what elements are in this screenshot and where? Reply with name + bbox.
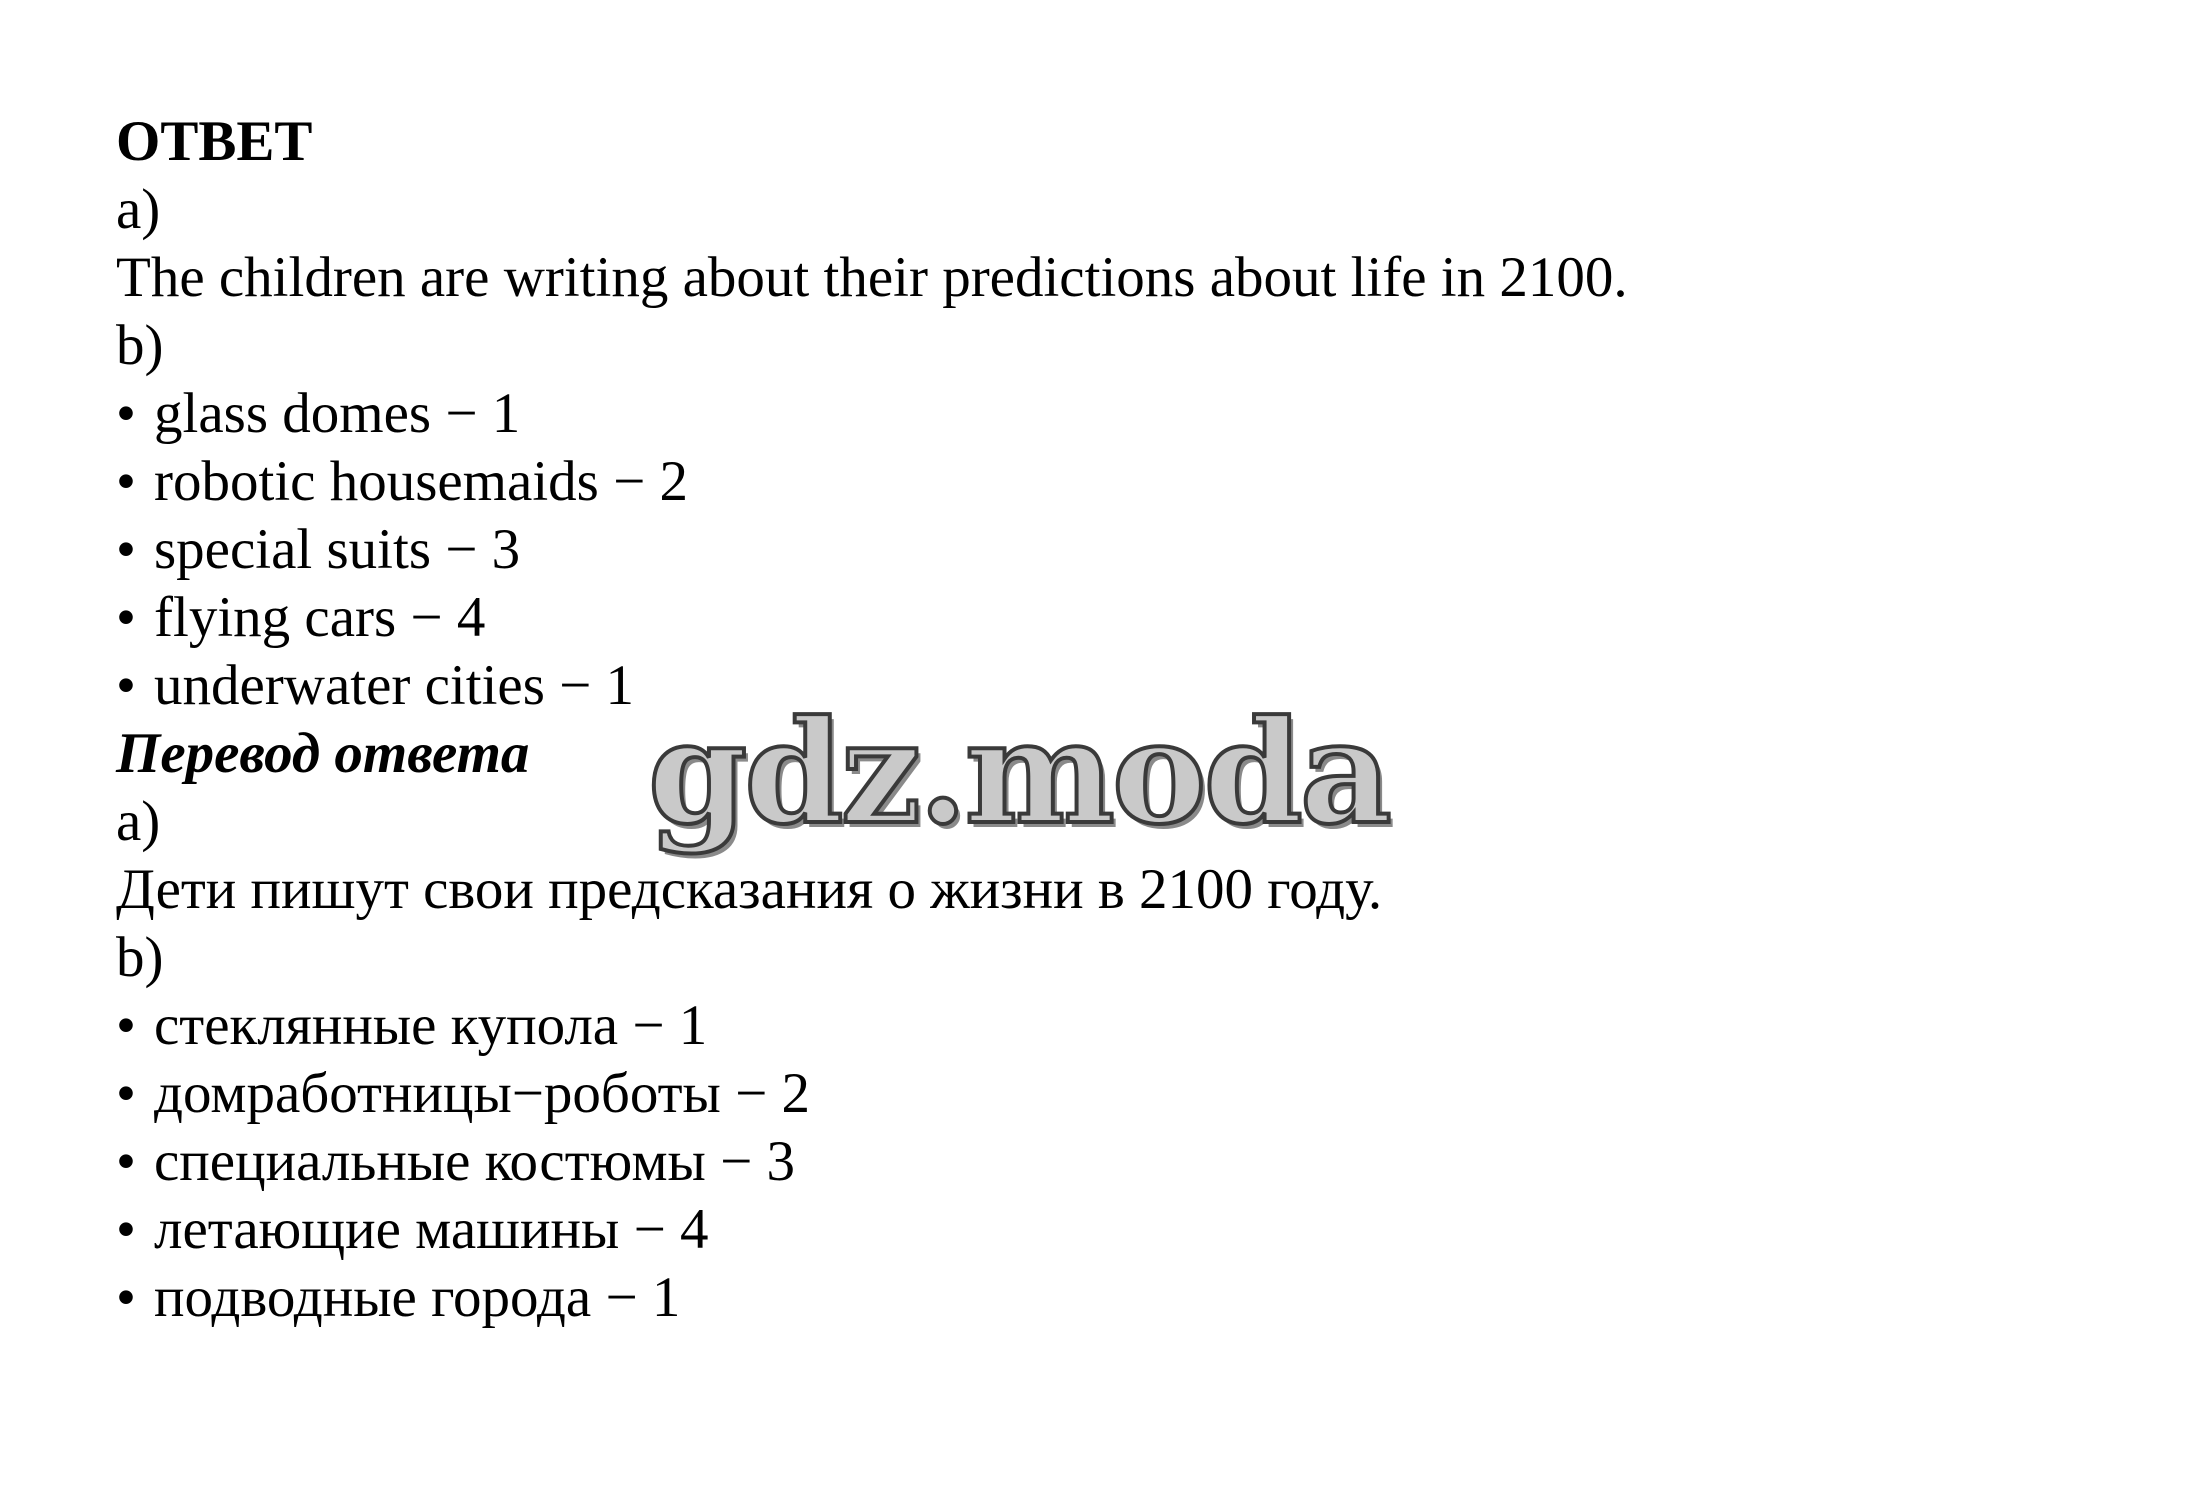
answer-part-a-label: a) [116,178,161,241]
bullet-icon: • [116,1266,136,1329]
translation-item-text: летающие машины − 4 [154,1198,709,1261]
translation-part-b-label: b) [116,926,164,989]
bullet-icon: • [116,1062,136,1125]
bullet-icon: • [116,450,136,513]
translation-part-a-label: a) [116,790,161,853]
translation-list-item [116,992,2116,1060]
translation-heading: Перевод ответа [116,722,530,785]
translation-item-text: стеклянные купола − 1 [154,994,708,1057]
answer-list-item [116,516,2116,584]
bullet-icon: • [116,586,136,649]
translation-list-item [116,1060,2116,1128]
answer-list-item [116,448,2116,516]
answer-item-text: flying cars − 4 [154,586,486,649]
translation-item-text: домработницы−роботы − 2 [154,1062,811,1125]
answer-heading: ОТВЕТ [116,110,313,173]
answer-list-item [116,380,2116,448]
answer-item-text: robotic housemaids − 2 [154,450,688,513]
answer-part-b-label: b) [116,314,164,377]
watermark-logo: gdz.moda [648,690,1389,856]
bullet-icon: • [116,518,136,581]
bullet-icon: • [116,382,136,445]
translation-list-item [116,1128,2116,1196]
bullet-icon: • [116,1130,136,1193]
answer-item-text: glass domes − 1 [154,382,521,445]
bullet-icon: • [116,654,136,717]
translation-list-item [116,1264,2116,1332]
translation-item-text: подводные города − 1 [154,1266,681,1329]
translation-item-text: специальные костюмы − 3 [154,1130,795,1193]
answer-item-text: underwater cities − 1 [154,654,635,717]
answer-item-text: special suits − 3 [154,518,521,581]
bullet-icon: • [116,994,136,1057]
translation-list-item [116,1196,2116,1264]
bullet-icon: • [116,1198,136,1261]
translation-part-a-text: Дети пишут свои предсказания о жизни в 2100 году. [116,858,1383,921]
answer-list-item [116,584,2116,652]
answer-part-a-text: The children are writing about their predictions about life in 2100. [116,246,1628,309]
